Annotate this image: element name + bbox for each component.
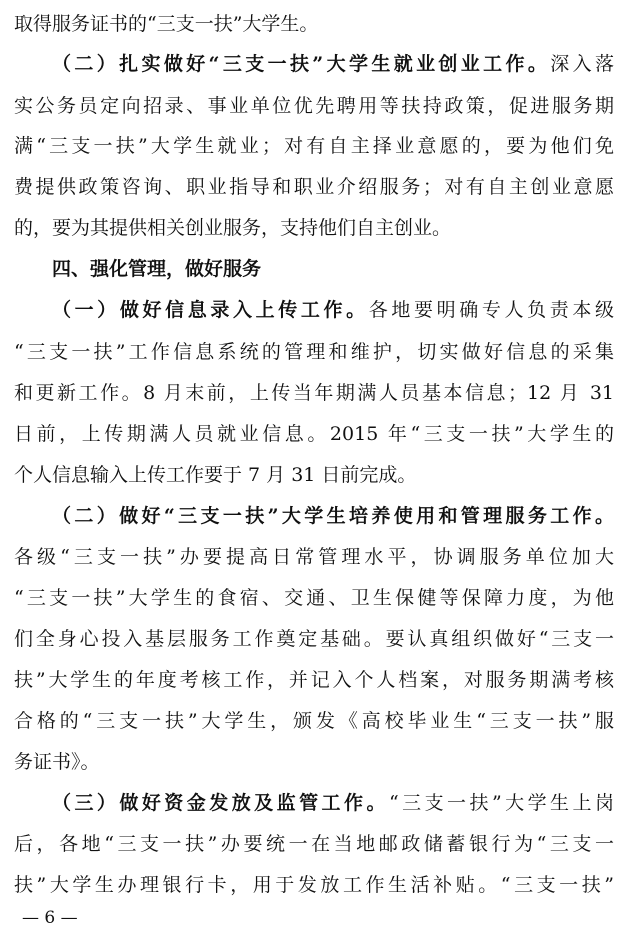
text-line bbox=[52, 44, 614, 84]
body-text: 扶”大学生办理银行卡，用于发放工作生活补贴。“三支一扶” bbox=[14, 874, 614, 896]
text-line bbox=[52, 249, 614, 289]
section-heading: 四、强化管理，做好服务 bbox=[52, 258, 262, 280]
body-text: 扶”大学生的年度考核工作，并记入个人档案，对服务期满考核 bbox=[14, 669, 614, 691]
text-line bbox=[14, 86, 614, 126]
text-line bbox=[52, 783, 614, 823]
text-line bbox=[14, 208, 614, 248]
body-text: 们全身心投入基层服务工作奠定基础。要认真组织做好“三支一 bbox=[14, 628, 614, 650]
body-text: “三支一扶”大学生上岗 bbox=[388, 792, 614, 814]
section-heading: （二）做好“三支一扶”大学生培养使用和管理服务工作。 bbox=[52, 505, 614, 527]
text-line bbox=[14, 742, 614, 782]
text-line bbox=[14, 578, 614, 618]
body-text: 合格的“三支一扶”大学生，颁发《高校毕业生“三支一扶”服 bbox=[14, 710, 614, 732]
text-line bbox=[14, 660, 614, 700]
text-line bbox=[14, 455, 614, 495]
text-line bbox=[14, 701, 614, 741]
text-line bbox=[52, 290, 614, 330]
body-text: “三支一扶”工作信息系统的管理和维护，切实做好信息的采集 bbox=[14, 341, 614, 363]
body-text: 费提供政策咨询、职业指导和职业介绍服务；对有自主创业意愿 bbox=[14, 176, 614, 198]
text-line bbox=[14, 537, 614, 577]
text-line bbox=[14, 824, 614, 864]
text-line bbox=[52, 496, 614, 536]
text-line bbox=[14, 332, 614, 372]
text-line bbox=[14, 373, 614, 413]
section-heading: （二）扎实做好“三支一扶”大学生就业创业工作。 bbox=[52, 53, 551, 75]
body-text: 各级“三支一扶”办要提高日常管理水平，协调服务单位加大 bbox=[14, 546, 614, 568]
body-text: 满“三支一扶”大学生就业；对有自主择业意愿的，要为他们免 bbox=[14, 135, 614, 157]
text-line bbox=[14, 4, 614, 44]
body-text: 和更新工作。8 月末前，上传当年期满人员基本信息；12 月 31 bbox=[14, 382, 614, 404]
text-line bbox=[14, 619, 614, 659]
section-heading: （三）做好资金发放及监管工作。 bbox=[52, 792, 389, 814]
body-text: 的，要为其提供相关创业服务，支持他们自主创业。 bbox=[14, 217, 452, 239]
body-text: 务证书》。 bbox=[14, 751, 100, 773]
page-number: — 6 — bbox=[22, 908, 78, 928]
section-heading: （一）做好信息录入上传工作。 bbox=[52, 299, 369, 321]
text-line bbox=[14, 126, 614, 166]
text-line bbox=[14, 865, 614, 905]
body-text: 后，各地“三支一扶”办要统一在当地邮政储蓄银行为“三支一 bbox=[14, 833, 614, 855]
body-text: 实公务员定向招录、事业单位优先聘用等扶持政策，促进服务期 bbox=[14, 95, 614, 117]
body-text: 各地要明确专人负责本级 bbox=[368, 299, 614, 321]
body-text: “三支一扶”大学生的食宿、交通、卫生保健等保障力度，为他 bbox=[14, 587, 614, 609]
body-text: 深入落 bbox=[550, 53, 614, 75]
body-text: 取得服务证书的“三支一扶”大学生。 bbox=[14, 13, 319, 35]
body-text: 个人信息输入上传工作要于 7 月 31 日前完成。 bbox=[14, 464, 417, 486]
text-line bbox=[14, 167, 614, 207]
body-text: 日前，上传期满人员就业信息。2015 年“三支一扶”大学生的 bbox=[14, 423, 614, 445]
text-line bbox=[14, 414, 614, 454]
